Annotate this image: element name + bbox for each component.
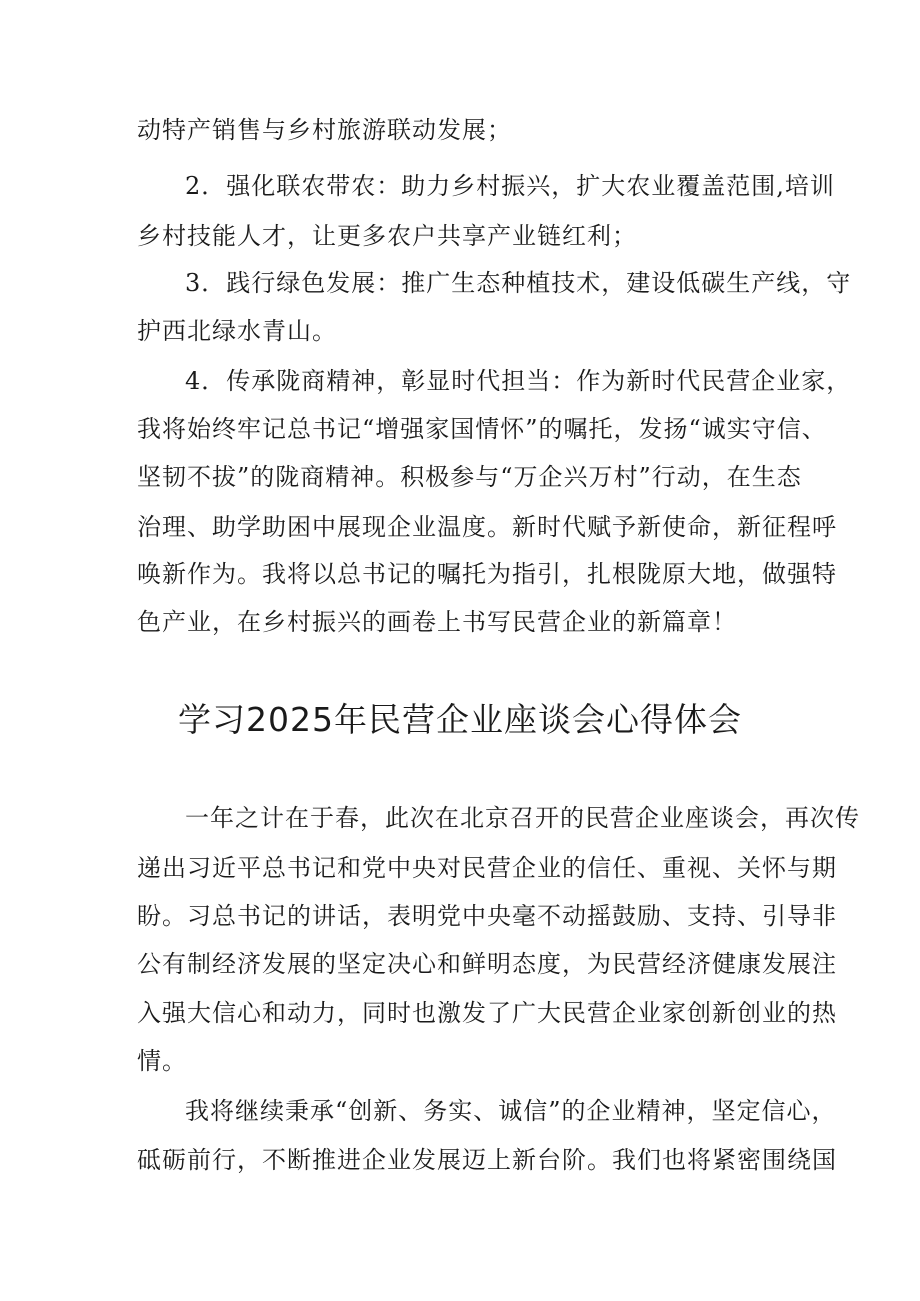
- text-line: 唤新作为。我将以总书记的嘱托为指引，扎根陇原大地，做强特: [137, 560, 837, 588]
- list-item-4-line: 4．传承陇商精神，彰显时代担当：作为新时代民营企业家，: [185, 367, 852, 395]
- text-line: 乡村技能人才，让更多农户共享产业链红利；: [137, 222, 637, 250]
- text-line: 动特产销售与乡村旅游联动发展；: [137, 116, 512, 144]
- text-line: 坚韧不拔”的陇商精神。积极参与“万企兴万村”行动，在生态: [137, 463, 802, 491]
- paragraph-line: 一年之计在于春，此次在北京召开的民营企业座谈会，再次传: [185, 804, 860, 832]
- text-line: 盼。习总书记的讲话，表明党中央毫不动摇鼓励、支持、引导非: [137, 902, 837, 930]
- list-item-3-line: 3．践行绿色发展：推广生态种植技术，建设低碳生产线，守: [185, 269, 852, 297]
- text-line: 色产业，在乡村振兴的画卷上书写民营企业的新篇章！: [137, 608, 737, 636]
- text-line: 治理、助学助困中展现企业温度。新时代赋予新使命，新征程呼: [137, 513, 837, 541]
- text-line: 入强大信心和动力，同时也激发了广大民营企业家创新创业的热: [137, 999, 837, 1027]
- text-line: 砥砺前行，不断推进企业发展迈上新台阶。我们也将紧密围绕国: [137, 1146, 837, 1174]
- text-line: 公有制经济发展的坚定决心和鲜明态度，为民营经济健康发展注: [137, 950, 837, 978]
- page-title: 学习2025年民营企业座谈会心得体会: [178, 700, 742, 739]
- text-line: 护西北绿水青山。: [137, 317, 337, 345]
- text-line: 递出习近平总书记和党中央对民营企业的信任、重视、关怀与期: [137, 854, 837, 882]
- text-line: 我将始终牢记总书记“增强家国情怀”的嘱托，发扬“诚实守信、: [137, 415, 827, 443]
- text-line: 情。: [137, 1047, 187, 1075]
- list-item-2-line: 2．强化联农带农：助力乡村振兴，扩大农业覆盖范围,培训: [185, 172, 835, 200]
- paragraph-line: 我将继续秉承“创新、务实、诚信”的企业精神，坚定信心，: [185, 1097, 837, 1125]
